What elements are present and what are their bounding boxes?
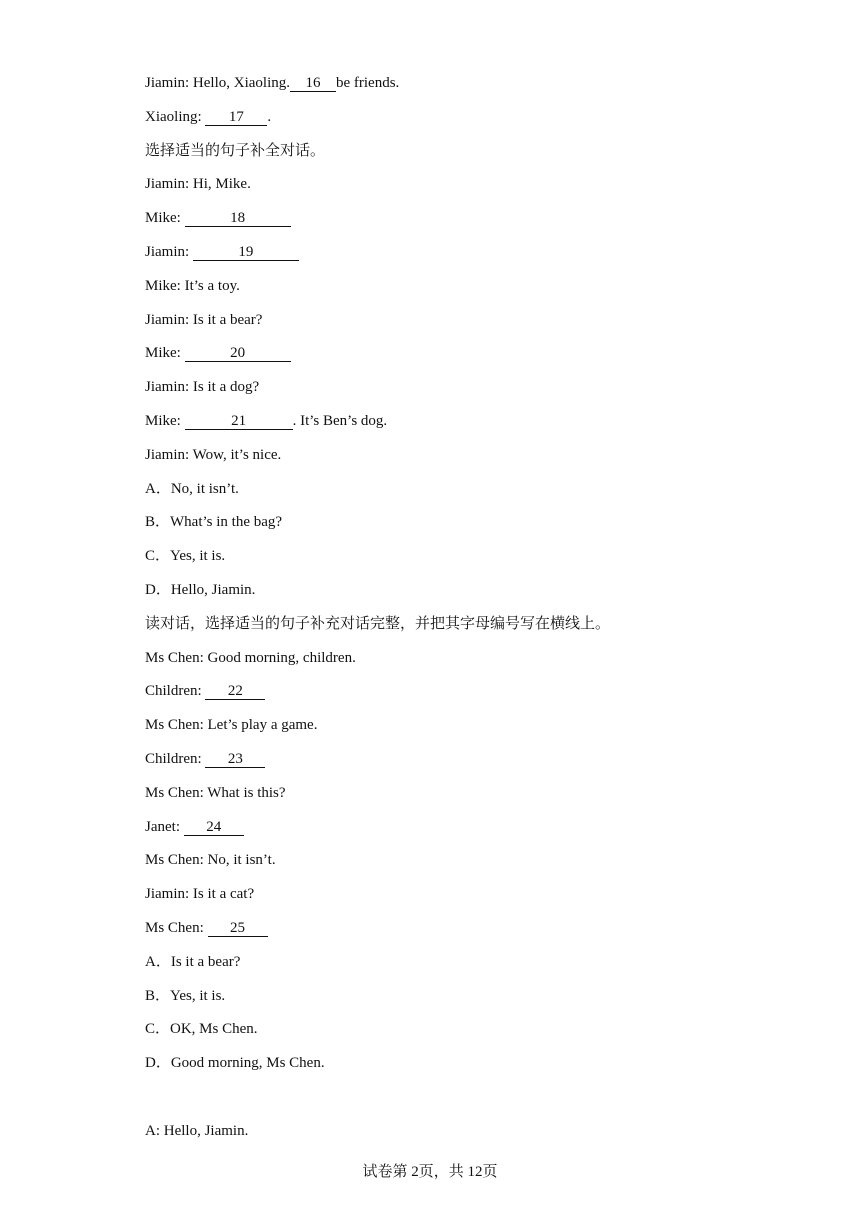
text-line — [145, 713, 825, 747]
line-text: Ms Chen: What is this? — [145, 784, 286, 801]
option-line — [145, 477, 825, 511]
line-text: Ms Chen: — [145, 919, 208, 936]
text-line — [145, 274, 825, 308]
answer-blank: 23 — [205, 751, 265, 768]
page-content — [145, 71, 825, 1153]
option-line — [145, 544, 825, 578]
option-line — [145, 950, 825, 984]
line-text: Jiamin: Wow, it’s nice. — [145, 446, 282, 463]
text-line — [145, 1119, 825, 1153]
line-text-after: . — [267, 108, 272, 125]
instruction-line — [145, 139, 825, 173]
line-text: Ms Chen: Let’s play a game. — [145, 717, 318, 734]
line-text: Janet: — [145, 818, 184, 835]
text-line — [145, 747, 825, 781]
option-text: D．Hello, Jiamin. — [145, 581, 256, 598]
text-line — [145, 308, 825, 342]
instruction-text: 选择适当的句子补全对话。 — [145, 142, 326, 159]
text-line — [145, 341, 825, 375]
answer-blank: 21 — [185, 413, 293, 430]
text-line — [145, 679, 825, 713]
text-line — [145, 781, 825, 815]
option-line — [145, 1017, 825, 1051]
text-line — [145, 882, 825, 916]
line-text: Xiaoling: — [145, 108, 206, 125]
text-line — [145, 206, 825, 240]
text-line — [145, 848, 825, 882]
instruction-text: 读对话，选择适当的句子补充对话完整，并把其字母编号写在横线上。 — [145, 615, 611, 632]
option-text: C．OK, Ms Chen. — [145, 1021, 258, 1038]
option-text: B．Yes, it is. — [145, 987, 226, 1004]
text-line — [145, 71, 825, 105]
text-line — [145, 375, 825, 409]
line-text: Mike: — [145, 412, 185, 429]
line-text: Mike: — [145, 345, 185, 362]
line-text-after: be friends. — [335, 75, 400, 91]
text-line — [145, 916, 825, 950]
option-text: D．Good morning, Ms Chen. — [145, 1055, 325, 1072]
option-line — [145, 1051, 825, 1085]
text-line — [145, 105, 825, 139]
answer-blank: 17 — [205, 109, 267, 126]
line-text: Jiamin: Hi, Mike. — [145, 176, 251, 193]
line-text: Children: — [145, 750, 206, 767]
text-line — [145, 646, 825, 680]
option-text: A．Is it a bear? — [145, 953, 241, 970]
text-line — [145, 409, 825, 443]
line-text-after: . It’s Ben’s dog. — [292, 412, 388, 429]
line-text: Children: — [145, 683, 206, 700]
line-text: Jiamin: Is it a cat? — [145, 886, 255, 903]
line-text: A: Hello, Jiamin. — [145, 1122, 249, 1139]
answer-blank: 18 — [185, 210, 291, 227]
text-line — [145, 172, 825, 206]
line-text: Jiamin: Hello, Xiaoling. — [145, 75, 290, 91]
answer-blank: 25 — [208, 920, 268, 937]
option-text: C．Yes, it is. — [145, 548, 226, 565]
empty-line — [145, 1085, 825, 1119]
line-text: Mike: It’s a toy. — [145, 277, 240, 294]
text-line — [145, 443, 825, 477]
line-text: Jiamin: Is it a bear? — [145, 311, 263, 328]
line-text: Mike: — [145, 210, 185, 227]
answer-blank: 24 — [184, 819, 244, 836]
option-line — [145, 984, 825, 1018]
option-line — [145, 578, 825, 612]
line-text: Ms Chen: No, it isn’t. — [145, 852, 276, 869]
option-text: A．No, it isn’t. — [145, 480, 239, 497]
option-text: B．What’s in the bag? — [145, 514, 283, 531]
option-line — [145, 510, 825, 544]
text-line — [145, 240, 825, 274]
instruction-line — [145, 612, 825, 646]
answer-blank: 20 — [185, 345, 291, 362]
line-text: Ms Chen: Good morning, children. — [145, 649, 356, 666]
line-text: Jiamin: Is it a dog? — [145, 379, 260, 396]
answer-blank: 16 — [290, 75, 336, 92]
answer-blank: 22 — [205, 683, 265, 700]
text-line — [145, 815, 825, 849]
page-footer: 试卷第 2页，共 12页 — [362, 1164, 498, 1180]
answer-blank: 19 — [193, 244, 299, 261]
line-text: Jiamin: — [145, 243, 193, 260]
